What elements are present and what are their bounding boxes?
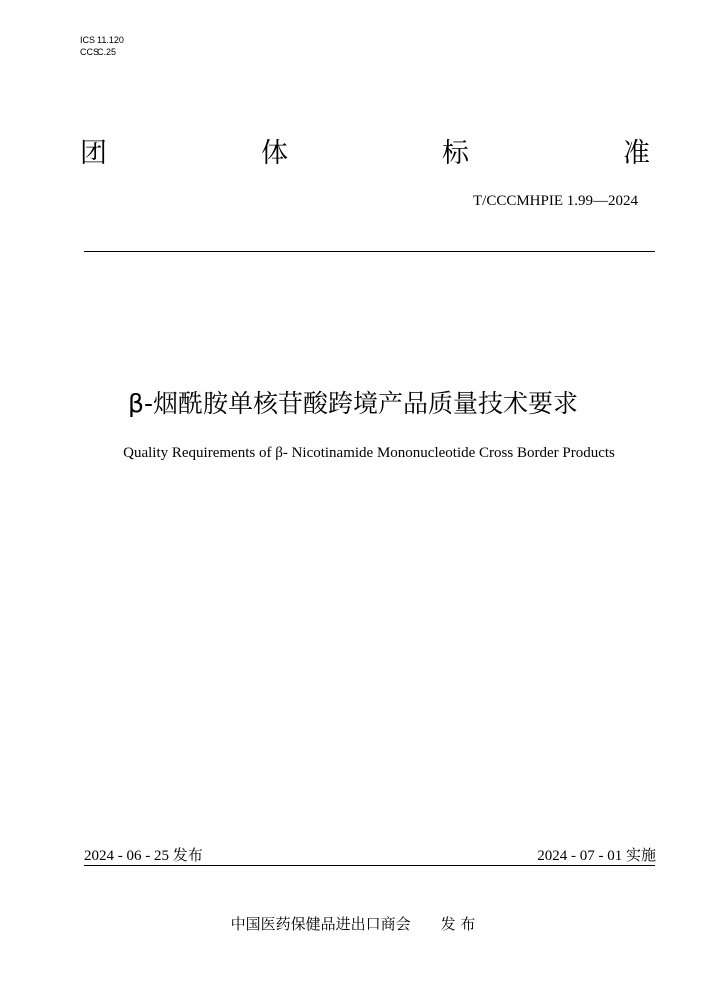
standard-type-char: 体 — [261, 138, 288, 169]
standard-type-char: 标 — [442, 138, 469, 169]
ics-label: ICS — [80, 35, 96, 45]
standard-type-char: 准 — [623, 138, 650, 169]
standard-number: T/CCCMHPIE 1.99—2024 — [472, 193, 638, 209]
publisher-line — [0, 913, 706, 934]
ccs-label: CCS — [80, 47, 100, 57]
top-divider — [84, 251, 655, 252]
classification-codes — [80, 34, 124, 58]
implementation-date: 2024 - 07 - 01 实施 — [537, 848, 656, 864]
issue-date: 2024 - 06 - 25 发布 — [84, 848, 203, 864]
ccs-value: C.25 — [97, 47, 117, 57]
bottom-divider — [84, 865, 655, 866]
chinese-title: β-烟酰胺单核苷酸跨境产品质量技术要求 — [128, 389, 578, 418]
standard-type-char: 团 — [80, 138, 107, 169]
publisher-name: 中国医药保健品进出口商会 — [230, 915, 411, 933]
standard-type-heading — [80, 136, 650, 172]
ics-value: 11.120 — [97, 35, 124, 45]
english-title: Quality Requirements of β- Nicotinamide Mononucleotide Cross Border Products — [123, 445, 615, 461]
publish-label: 发 布 — [440, 915, 476, 933]
